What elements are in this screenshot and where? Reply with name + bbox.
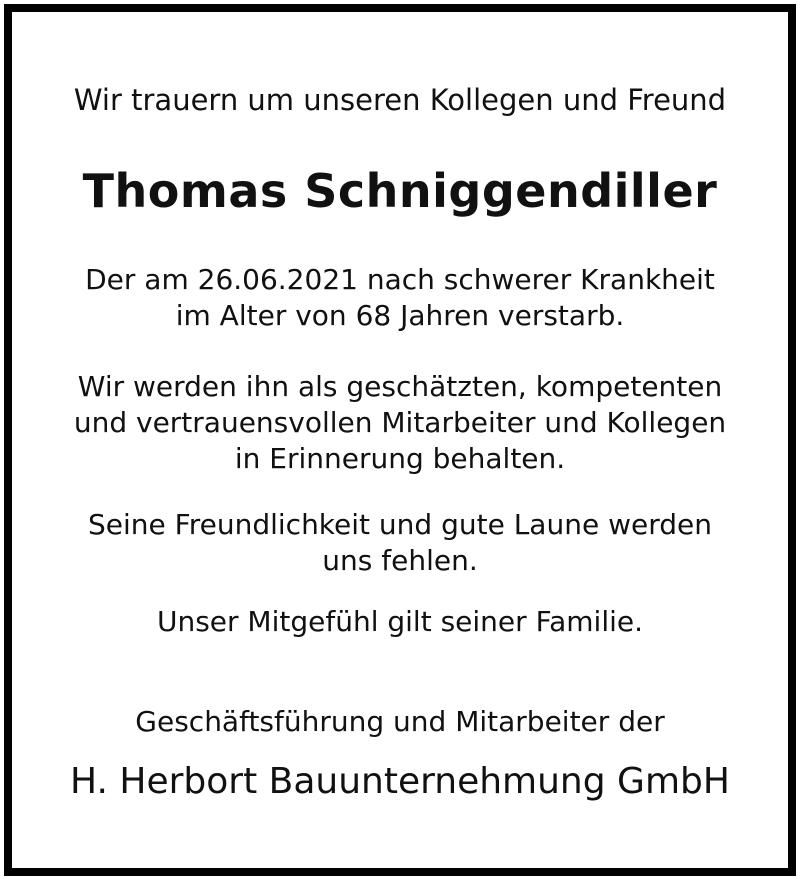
paragraph-line: Der am 26.06.2021 nach schwerer Krankheit — [85, 263, 715, 296]
death-notice-paragraph — [12, 262, 788, 334]
paragraph-line: und vertrauensvollen Mitarbeiter und Kollegen — [73, 406, 727, 439]
condolence-paragraph — [12, 604, 788, 640]
signoff-line: Geschäftsführung und Mitarbeiter der — [135, 705, 665, 738]
company-name: H. Herbort Bauunternehmung GmbH — [70, 761, 730, 802]
paragraph-line: uns fehlen. — [322, 544, 478, 577]
paragraph-line: Wir werden ihn als geschätzten, kompetenten — [77, 370, 723, 403]
personality-paragraph — [12, 507, 788, 579]
paragraph-line: im Alter von 68 Jahren verstarb. — [175, 299, 625, 332]
paragraph-line: Unser Mitgefühl gilt seiner Familie. — [156, 605, 644, 638]
remembrance-paragraph — [12, 369, 788, 477]
obituary-notice — [4, 4, 796, 876]
intro-line: Wir trauern um unseren Kollegen und Freund — [73, 83, 727, 117]
deceased-name: Thomas Schniggendiller — [82, 164, 718, 218]
paragraph-line: in Erinnerung behalten. — [234, 442, 566, 475]
paragraph-line: Seine Freundlichkeit und gute Laune werden — [88, 508, 712, 541]
